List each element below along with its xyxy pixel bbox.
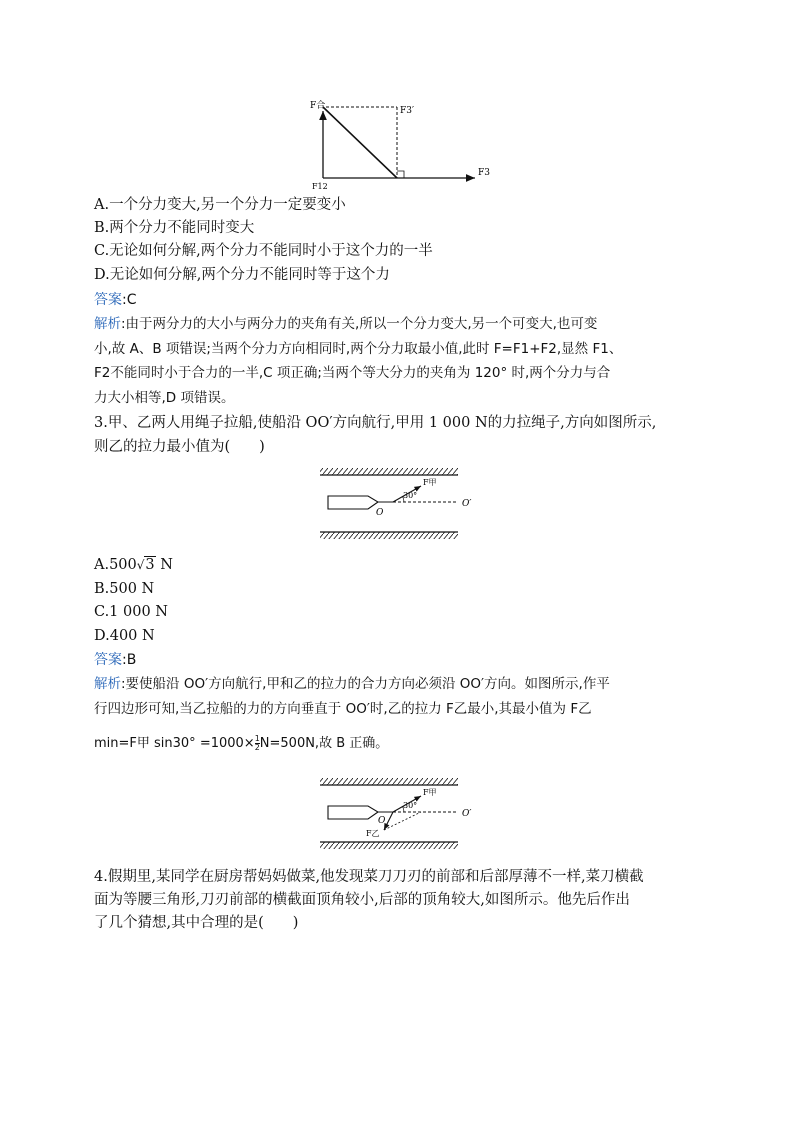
analysis-line-2: 小,故 A、B 项错误;当两个分力方向相同时,两个分力取最小值,此时 F=F1+F2,显然 F1、: [94, 340, 623, 357]
boat: [328, 496, 378, 509]
q2-option-c: C.无论如何分解,两个分力不能同时小于这个力的一半: [94, 243, 433, 259]
angle-label: 30°: [403, 801, 418, 810]
option-a-prefix: A.500: [94, 557, 137, 573]
formula-part-2: N=500N,故 B 正确。: [259, 736, 389, 751]
label-o-prime: O′: [462, 499, 472, 509]
q3-option-b: B.500 N: [94, 581, 155, 597]
option-a-radicand: 3: [145, 557, 155, 573]
angle-label: 30°: [403, 491, 418, 500]
parallelogram-side: [384, 812, 421, 830]
q4-stem-line-2: 面为等腰三角形,刀刃前部的横截面顶角较小,后部的顶角较大,如图所示。他先后作出: [94, 892, 630, 908]
bank-top-hatch: [320, 468, 458, 475]
boat: [328, 806, 378, 819]
label-f-jia: F甲: [423, 478, 437, 487]
answer-label: 答案: [94, 292, 122, 308]
label-o: O: [376, 508, 384, 518]
q3-stem-line-1: 3.甲、乙两人用绳子拉船,使船沿 OO′方向航行,甲用 1 000 N的力拉绳子,方向如图所示,: [94, 415, 657, 431]
label-o-prime: O′: [462, 809, 472, 819]
force-diagram-1: [300, 95, 500, 195]
analysis-line-1: :由于两分力的大小与两分力的夹角有关,所以一个分力变大,另一个可变大,也可变: [121, 316, 598, 332]
boat-diagram-1: [318, 462, 472, 542]
q3-answer: [94, 649, 136, 671]
label-f-he: F合: [310, 101, 326, 111]
analysis-label: 解析: [94, 676, 121, 692]
q2-analysis: [94, 312, 706, 410]
label-f3: F3: [478, 168, 490, 178]
q2-option-a: A.一个分力变大,另一个分力一定要变小: [94, 197, 346, 213]
q3-option-d: D.400 N: [94, 628, 155, 644]
q3-stem-line-2: 则乙的拉力最小值为( ): [94, 439, 265, 455]
answer-value: :B: [122, 652, 137, 668]
q3-analysis-formula: [94, 733, 388, 755]
q2-option-b: B.两个分力不能同时变大: [94, 220, 255, 236]
q2-answer: [94, 289, 137, 311]
q2-option-d: D.无论如何分解,两个分力不能同时等于这个力: [94, 267, 390, 283]
bank-top-hatch: [320, 778, 458, 785]
label-f-yi: F乙: [366, 829, 380, 838]
label-f-jia: F甲: [423, 788, 437, 797]
right-angle-mark: [397, 171, 404, 178]
q3-option-c: C.1 000 N: [94, 604, 168, 620]
q3-analysis: [94, 672, 706, 721]
analysis-line-1: :要使船沿 OO′方向航行,甲和乙的拉力的合力方向必须沿 OO′方向。如图所示,作平: [121, 676, 610, 692]
boat-diagram-2: [318, 772, 472, 852]
analysis-line-2: 行四边形可知,当乙拉船的力的方向垂直于 OO′时,乙的拉力 F乙最小,其最小值为 F乙: [94, 700, 592, 717]
label-f3-prime: F3′: [400, 106, 415, 116]
q4-stem-line-1: 4.假期里,某同学在厨房帮妈妈做菜,他发现菜刀刀刃的前部和后部厚薄不一样,菜刀横截: [94, 869, 644, 885]
answer-label: 答案: [94, 652, 122, 668]
fraction-numerator: 1: [254, 734, 260, 743]
bank-bottom-hatch: [320, 842, 458, 849]
option-a-unit: N: [155, 557, 173, 573]
label-f12: F12: [312, 182, 328, 191]
formula-part-1: min=F甲 sin30° =1000×: [94, 736, 255, 751]
fraction-denominator: 2: [254, 743, 260, 752]
analysis-line-3: F2不能同时小于合力的一半,C 项正确;当两个等大分力的夹角为 120° 时,两个分力与合: [94, 365, 611, 381]
answer-value: :C: [122, 292, 137, 308]
analysis-label: 解析: [94, 316, 121, 332]
q4-stem-line-3: 了几个猜想,其中合理的是( ): [94, 915, 299, 931]
resultant-line: [323, 107, 397, 178]
analysis-line-4: 力大小相等,D 项错误。: [94, 389, 235, 406]
q3-option-a: A.500√3 N: [94, 557, 173, 573]
bank-bottom-hatch: [320, 532, 458, 539]
label-o: O: [378, 816, 386, 826]
